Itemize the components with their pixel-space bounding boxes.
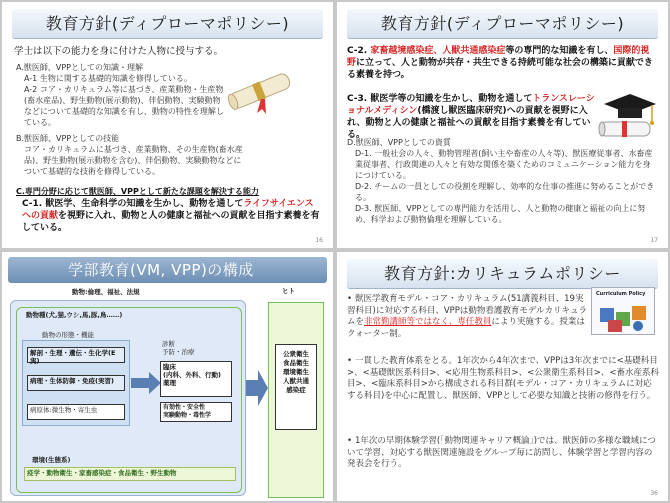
top-label: 動物:倫理、福祉、法規 [72,288,140,296]
node-epidemiology: 疫学・動物衛生・家畜感染症・食品衛生・野生動物 [24,467,236,481]
item-d2: D-2. チームの一員としての役割を理解し、効率的な仕事の推進に努めることができる。 [355,182,655,202]
section-d [347,137,657,225]
item-c3 [347,93,595,141]
c3-highlight: トランスレーショナルメディシン [347,94,595,116]
slide-title: 学部教育(VM, VPP)の構成 [8,257,327,283]
item-d3: D-3. 獣医師、VPPとしての専門能力を活用し、人と動物の健康と福祉の向上に努め、科学および動物倫理を理解している。 [355,204,646,224]
slide-title: 教育方針:カリキュラムポリシー [347,259,658,289]
item-a1: A-1 生物に関する基礎的知識を修得している。 [24,74,192,83]
c2-label: C-2. [347,46,371,56]
environment-label: 環境(生態系) [32,456,71,464]
c3-text-a: C-3. 獣医学等の知識を生かし、動物を通して [347,94,533,104]
diagnosis-label: 診断 予防・治療 [162,340,195,356]
page-number: 36 [650,490,658,497]
section-a-heading: A.獣医師、VPPとしての知識・理解 [16,63,143,72]
slide-curriculum-policy[interactable] [337,252,668,501]
node-pathology: 病理・生体防御・免疫(実習) [27,375,125,391]
node-pathogen: 病原体:微生物・寄生虫 [27,404,125,420]
arrow-right-big-icon [246,370,268,406]
slide-diploma-policy-1[interactable] [2,2,333,248]
node-public-health: 公衆衛生 食品衛生 環境衛生 人獣共通 感染症 [275,344,317,430]
item-a2: A-2 コア・カリキュラム等に基づき、産業動物・生産物(畜水産品)、野生動物(展示動物)、伴侶動物、実験動物などについて基礎的な知識を有し、動物の特性を理解している。 [24,85,224,127]
item-b: コア・カリキュラムに基づき、産業動物、その生産物(畜水産品)、野生動物(展示動物を含む)、伴侶動物、実験動物などについて基礎的な技術を修得している。 [24,145,243,176]
hito-label: ヒト [282,287,295,295]
section-c-heading: C.専門分野に応じて獣医師、VPPとして新たな課題を解決する能力 [16,187,259,196]
graduation-cap-icon [596,88,658,144]
c2-highlight-2: 国際的視野 [347,46,650,68]
arrow-right-icon [131,372,161,394]
p3-text: 1年次の早期体験学習(「動物関連キャリア概論」)では、獣医師の多様な職域について学習、対応する獣医関連施設をグループ毎に訪問し、体験学習と学習内容の発表会を行う。 [347,436,656,469]
item-c2 [347,45,657,81]
item-d1: D-1. 一般社会の人々、動物管理者(飼い主や畜産の人々等)、獣医療従事者、水畜産業従事者、行政関連の人々と有効な関係を築くためのコミュニケーション能力を身につけている。 [355,149,653,180]
slide-title: 教育方針(ディプローマポリシー) [12,9,323,39]
policy-item-2 [347,356,659,402]
p1-text-b: により実施する。授業はクォーター制。 [347,317,585,339]
c2-highlight: 家畜越境感染症、人獣共通感染症 [370,46,506,56]
c2-text-a: 等の専門的な知識を有し、 [505,46,614,56]
c2-text-b: に立って、人と動物が共存・共生できる持続可能な社会の構築に貢献できる素養を持つ。 [347,58,653,80]
policy-item-1 [347,294,587,340]
c1-text-a: C-1. 獣医学、生命科学の知識を生かし、動物を通して [22,199,244,209]
page-number: 16 [315,237,323,244]
lead-text: 学士は以下の能力を身に付けた人物に授与する。 [14,46,224,57]
puzzle-caption: Curriculum Policy [596,291,646,297]
diploma-icon [225,65,295,117]
section-a [16,62,226,128]
policy-item-3 [347,436,659,471]
c1-text-b: を視野に入れ、動物と人の健康と福祉への貢献を目指す素養を有している。 [22,211,320,233]
bullet-1 [347,294,355,304]
slide-curriculum-structure[interactable] [2,252,333,501]
node-safety: 有効性・安全性 実験動物・毒性学 [160,402,232,422]
slide-title: 教育方針(ディプローマポリシー) [347,9,658,39]
p1-text-a: 獣医学教育モデル・コア・カリキュラム(51講義科目、19実習科目)に対応する科目、VPPは動物看護教育モデルカリキュラムを [347,294,587,327]
slide-diploma-policy-2[interactable] [337,2,668,248]
node-clinical: 臨床 (内科、外科、行動) 薬理 [160,361,232,397]
c3-text-b: (橋渡し獣医臨床研究)への貢献を視野に入れ、動物と人の健康と福祉への貢献を目指す素養を有している。 [347,106,591,140]
form-label: 動物の形態・機能 [42,331,94,339]
bullet-3 [347,436,355,446]
section-b [16,133,246,177]
p2-text: 一貫した教育体系をとる。1年次から4年次まで、VPPは3年次までに<基礎科目>、<基礎獣医系科目>、<応用生物系科目>、<公衆衛生系科目>、<畜水産系科目>、<臨床系科目>から構成される科目群(モデル・コア・カリキュラムに対応する科目)を中心に配置し、獣医師、VPPとして必要な知識と技術の修得を行う。 [347,356,659,401]
species-label: 動物種(犬,猫,ウシ,馬,豚,鳥……) [26,311,123,319]
c1-highlight: ライフサイエンスへの貢献 [22,199,314,221]
node-anatomy: 解剖・生理・遺伝・生化学(E実) [27,347,125,363]
page-number: 17 [650,237,658,244]
p1-emphasis: 非常勤講師等ではなく、専任教員 [364,317,492,327]
bullet-2 [347,356,355,366]
section-d-heading: D.獣医師、VPPとしての資質 [347,138,451,147]
curriculum-puzzle-icon [591,287,655,335]
item-c1 [22,198,322,234]
puzzle-pieces-icon [598,304,650,334]
section-b-heading: B.獣医師、VPPとしての技能 [16,134,120,143]
